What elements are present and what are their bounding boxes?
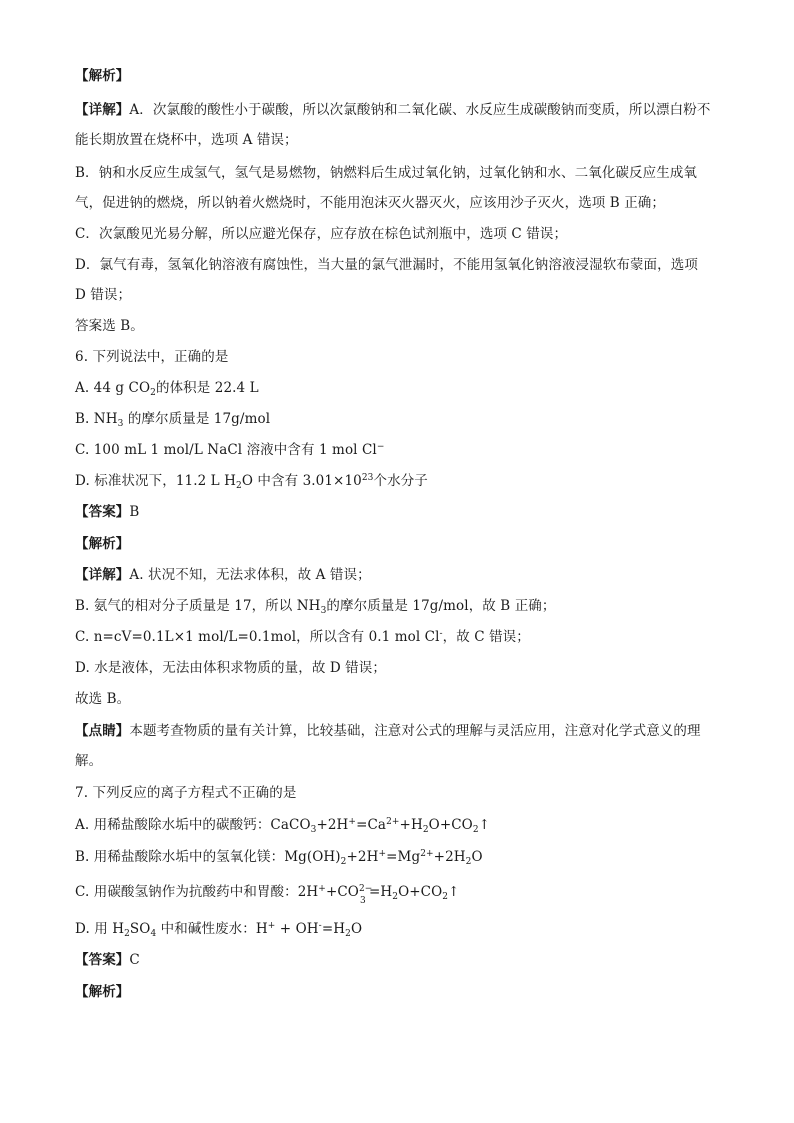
q6-option-a: A. 44 g $CO_2$的体积是 22.4 L (75, 380, 259, 398)
detail-option-c: C．次氯酸见光易分解，所以应避光保存，应存放在棕色试剂瓶中，选项 C 错误； (75, 226, 568, 242)
q6-option-d: D. 标准状况下，11.2 L $H_2O$ 中含有 $3.01\times 10^{23}$个水分子 (75, 473, 428, 491)
detail-option-b-line1: B．钠和水反应生成氢气，氢气是易燃物，钠燃料后生成过氧化钠，过氧化钠和水、二氧化碳反应生成氧 (75, 165, 698, 181)
detail-option-d-line1: D．氯气有毒，氢氧化钠溶液有腐蚀性，当大量的氯气泄漏时，不能用氢氧化钠溶液浸湿软布蒙面，选项 (75, 257, 698, 273)
q7-option-b: B. 用稀盐酸除水垢中的氢氧化镁：$Mg(OH)_2+2H^+=Mg^{2+}+2H_2O$ (75, 849, 483, 867)
q6-detail-d: D. 水是液体，无法由体积求物质的量，故 D 错误； (75, 660, 386, 676)
detail-option-b-line2: 气，促进钠的燃烧，所以钠着火燃烧时，不能用泡沫灭火器灭火，应该用沙子灭火，选项 B 正确； (75, 195, 666, 211)
q6-option-b: B. $NH_3$ 的摩尔质量是 17g/mol (75, 411, 271, 429)
question-6-stem: 6. 下列说法中，正确的是 (75, 349, 229, 365)
detail-option-d-line2: D 错误； (75, 287, 132, 303)
detail-line: 能长期放置在烧杯中，选项 A 错误； (75, 132, 298, 148)
q6-dianjing: 【点睛】本题考查物质的量有关计算，比较基础，注意对公式的理解与灵活应用，注意对化学式意义的理 (75, 723, 701, 739)
question-7-stem: 7. 下列反应的离子方程式不正确的是 (75, 785, 297, 801)
q7-analysis-heading: 【解析】 (75, 984, 130, 1000)
q7-option-a: A. 用稀盐酸除水垢中的碳酸钙：$CaCO_3+2H^+=Ca^{2+}+H_2O+CO_2↑$ (75, 817, 491, 835)
q7-option-c: C. 用碳酸氢钠作为抗酸药中和胃酸：2H++CO 2− 3 $=H_2O+CO_2↑$ (75, 883, 460, 906)
q6-dianjing-line2: 解。 (75, 753, 103, 769)
q6-option-c: C. 100 mL 1 mol/L NaCl 溶液中含有 1 mol Cl− (75, 442, 385, 458)
answer-conclusion: 答案选 B。 (75, 318, 144, 334)
q7-option-d: D. 用 $H_2SO_4$ 中和碱性废水：$H^+ + OH^-=H_2O$ (75, 921, 363, 939)
q6-detail-a: 【详解】A. 状况不知，无法求体积，故 A 错误； (75, 567, 371, 583)
q6-answer: 【答案】B (75, 504, 140, 520)
q7-answer: 【答案】C (75, 952, 140, 968)
detail-paragraph: 【详解】A．次氯酸的酸性小于碳酸，所以次氯酸钠和二氧化碳、水反应生成碳酸钠而变质，所以漂白粉不 (75, 102, 711, 118)
carbonate-charge-fraction: 2− 3 (358, 883, 373, 906)
q6-analysis-heading: 【解析】 (75, 536, 130, 552)
q6-conclusion: 故选 B。 (75, 691, 131, 707)
analysis-heading: 【解析】 (75, 68, 130, 84)
q6-detail-c: C. n=cV=0.1L×1 mol/L=0.1mol，所以含有 0.1 mol Cl-，故 C 错误； (75, 629, 530, 645)
q6-detail-b: B. 氨气的相对分子质量是 17，所以 $NH_3$的摩尔质量是 17g/mol，故 B 正确； (75, 598, 556, 616)
